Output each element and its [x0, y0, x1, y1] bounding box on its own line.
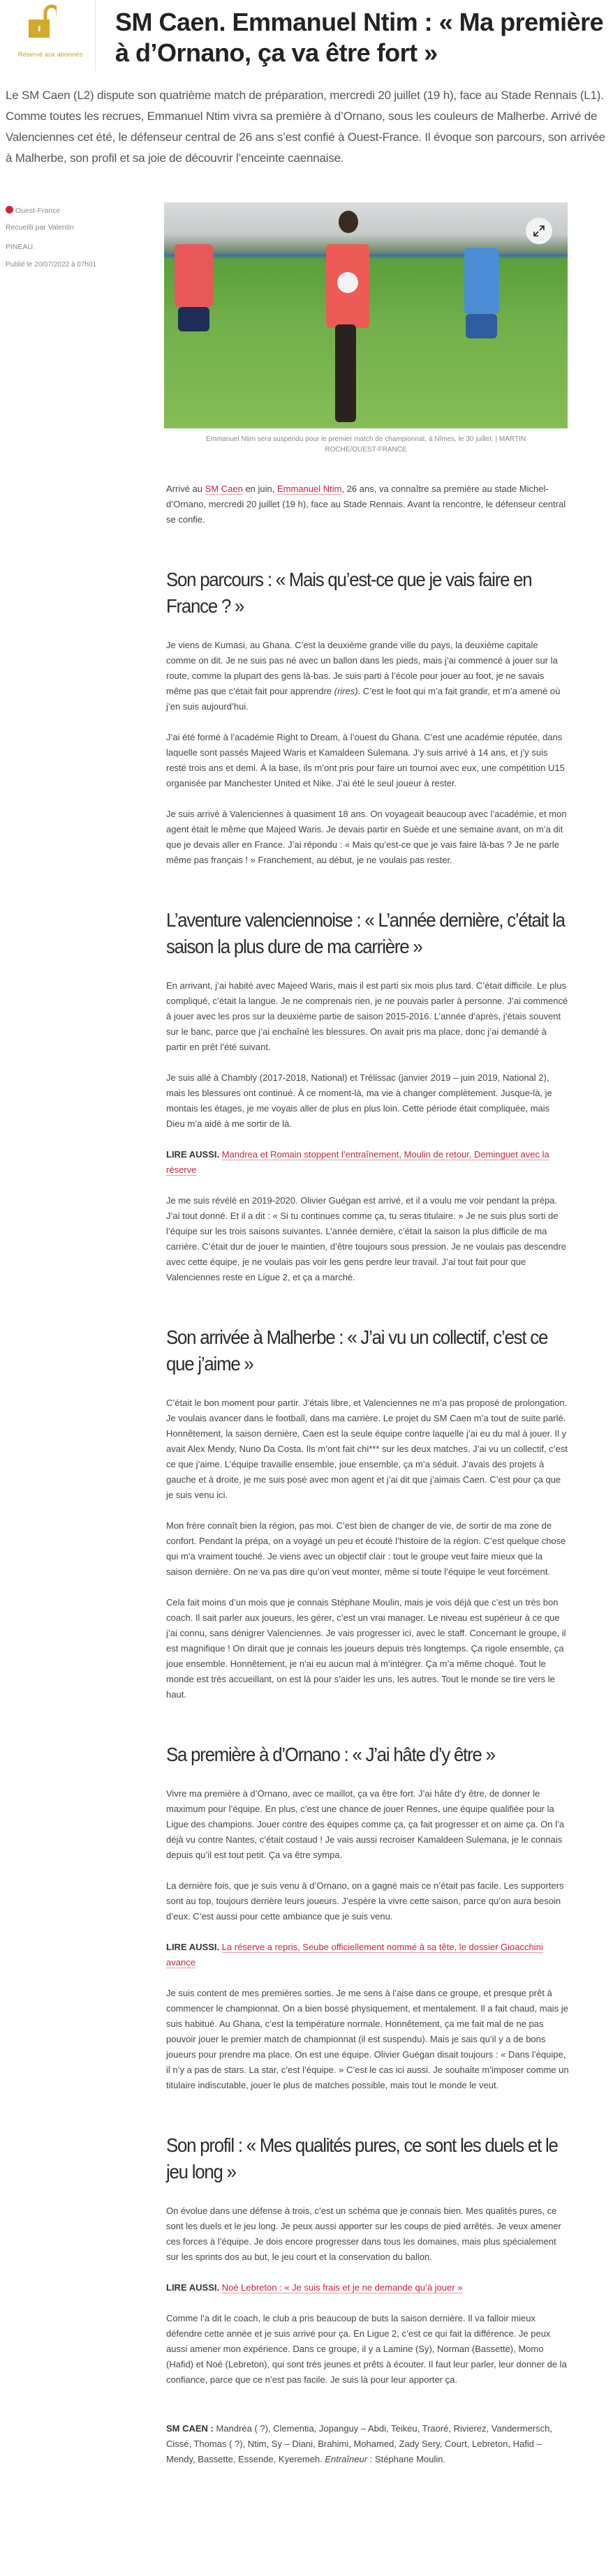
inline-link[interactable]: Emmanuel Ntim [277, 484, 342, 494]
paragraph [166, 1395, 570, 1503]
text-run: Son arrivée à Malherbe : « J’ai vu un collectif, c’est ce que j’aime » [166, 1326, 548, 1375]
text-run: J’ai été formé à l’académie Right to Dream, à l’ouest du Ghana. C’est une académie réputée, dans laquelle sont passés Majeed Waris et Kamaldeen Sulemana. J’y suis arrivé à 14 ans, et j’y suis resté trois ans et demi. À la base, ils m’ont pris pour faire un tournoi avec eux, une compétition U15 organisée par Manchester United et Nike. J’ai été le seul joueur à rester. [166, 732, 565, 788]
section-heading [166, 1742, 567, 1768]
text-run: C’était le bon moment pour partir. J’étais libre, et Valenciennes ne m’a pas proposé de prolongation. Je voulais avancer dans le football, dans ma carrière. Le projet du SM Caen m’a tout de suite parlé. Honnêtement, la saison dernière, Caen est la seule équipe contre laquelle j’ai eu du mal à jouer. Il y avait Alex Mendy, Nuno Da Costa. Ils m’ont fait chi*** sur les deux matches. J’ai vu un collectif, c’est ce que j’aime. L’équipe travaille ensemble, joue ensemble, ça m’a séduit. J’avais des projets à gauche et à droite, je me suis posé avec mon agent et j’ai dit que j’aimais Caen. C’est pour ça que je suis venu ici. [166, 1398, 568, 1500]
text-run: Je suis allé à Chambly (2017-2018, National) et Trélissac (janvier 2019 – juin 2019, National 2), mais les blessures ont continué. À ce moment-là, ma vie à changer complètement. Jusque-là, je montais les étages, je me voyais aller de plus en plus loin. Cette période était compliquée, mais Dieu m’a aidé à me sortir de là. [166, 1072, 552, 1129]
article-intro: Le SM Caen (L2) dispute son quatrième match de préparation, mercredi 20 juillet (19 h), face au Stade Rennais (L1). Comme toutes les recrues, Emmanuel Ntim vivra sa première à d’Ornano, sous les couleurs de Malherbe. Arrivé de Valenciennes cet été, le défenseur central de 26 ans s’est confié à Ouest-France. Il évoque son parcours, son arrivée à Malherbe, son profil et sa joie de découvrir l’enceinte caennaise. [6, 89, 605, 165]
article-body [166, 481, 570, 2483]
paragraph [166, 807, 570, 868]
text-run: Je me suis révélé en 2019-2020. Olivier Guégan est arrivé, et il a voulu me voir pendant la prépa. J’ai tout donné. Et il a dit : « Si tu continues comme ça, tu seras titulaire. » Je ne suis plus sorti de l’équipe sur les trois saisons suivantes. L’année dernière, c’était la saison la plus difficile de ma carrière. C’était dur de jouer le maintien, d’être toujours sous pression. Je ne voulais pas descendre avec cette équipe, je ne voulais pas voir les gens perdre leur travail. J’ai tout fait pour que Valenciennes reste en Ligue 2, et ça a marché. [166, 1195, 567, 1282]
source-name: Ouest-France [15, 207, 61, 215]
photo-player-right [464, 248, 499, 314]
expand-arrows-icon [532, 224, 546, 238]
text-run: Je viens de Kumasi, au Ghana. C’est la deuxième grande ville du pays, la deuxième capitale comme on dit. Je ne suis pas né avec un ballon dans les pieds, mais j’ai commencé à jouer sur la route, comme la plupart des gens là-bas. Je suis parti à l’école pour jouer au foot, je ne savais même pas que c’était fait pour apprendre [166, 640, 558, 696]
text-run: Cela fait moins d’un mois que je connais Stéphane Moulin, mais je vois déjà que c’est un très bon coach. Il sait parler aux joueurs, les gérer, c’est un vrai manager. Le niveau est supérieur à ce que j’ai connu, sans dénigrer Valenciennes. Je vais progresser ici, avec le staff. Concernant le groupe, il est magnifique ! On dirait que je connais les joueurs depuis très longtemps. Ça rigole ensemble, ça joue ensemble. Honnêtement, je n’ai eu aucun mal à m’intégrer. Ça m’a même choqué. Tout le monde est très accueillant, on est là pour s’aider les uns, les autres. Tout le monde se tire vers le haut. [166, 1597, 566, 1700]
read-also-label: LIRE AUSSI. [166, 1942, 222, 1952]
paragraph [166, 1518, 570, 1580]
text-run: en juin, [242, 484, 277, 494]
photo-caption: Emmanuel Ntim sera suspendu pour le premier match de championnat, à Nîmes, le 30 juillet. | MARTIN ROCHE/OUEST-FRANCE [205, 435, 526, 454]
text-run: Vivre ma première à d’Ornano, avec ce maillot, ça va être fort. J’ai hâte d’y être, de donner le maximum pour l’équipe. En plus, c’est une chance de jouer Rennes, une équipe qualifiée pour la Ligue des champions. Jouer contre des équipes comme ça, ça fait progresser et on aime ça. On l’a déjà vu contre Nantes, c’était costaud ! Je vais aussi recroiser Kamaldeen Sulemana, je le connais depuis qu’il est tout petit. Ça va être sympa. [166, 1788, 565, 1860]
photo-player-left [175, 244, 213, 307]
section-heading [166, 2132, 567, 2185]
text-run: Arrivé au [166, 484, 205, 494]
photo-player-left-shorts [178, 307, 209, 331]
read-also-label: LIRE AUSSI. [166, 2282, 222, 2293]
paragraph [166, 1786, 570, 1863]
paragraph [166, 730, 570, 791]
paragraph [166, 481, 570, 527]
emphasis-text: (rires) [334, 686, 358, 696]
article-figure [164, 202, 568, 455]
subscriber-badge-label: Réservé aux abonnés [17, 51, 83, 59]
read-also [166, 1147, 570, 1178]
text-run: Son parcours : « Mais qu’est-ce que je vais faire en France ? » [166, 569, 532, 617]
paragraph [166, 2311, 570, 2388]
read-also-label: LIRE AUSSI. [166, 1149, 222, 1160]
read-also-link[interactable]: Mandrea et Romain stoppent l’entraînement, Moulin de retour, Deminguet avec la réserve [166, 1149, 549, 1175]
source[interactable] [6, 204, 82, 218]
section-heading [166, 567, 567, 620]
text-run: , 26 ans, va connaître sa première au stade Michel-d’Ornano, mercredi 20 juillet (19 h), face au Stade Rennais. Avant la rencontre, le défenseur central se confie. [166, 484, 566, 525]
text-run: Mon frère connaît bien la région, pas moi. C’est bien de changer de vie, de sortir de ma zone de confort. Pendant la prépa, on a voyagé un peu et écouté l’histoire de la région. C’est quelque chose qui m’a vraiment touché. Je viens avec un objectif clair : tout le groupe veut faire mieux que la saison dernière. On ne va pas dire qu’on veut monter, même si toute l’équipe le veut forcément. [166, 1520, 566, 1577]
team-lineup [166, 2421, 570, 2467]
read-also-link[interactable]: Noé Lebreton : « Je suis frais et je ne demande qu’à jouer » [221, 2282, 463, 2293]
text-run: En arrivant, j’ai habité avec Majeed Waris, mais il est parti six mois plus tard. C’était difficile. Le plus compliqué, c’était la langue. Je ne comprenais rien, je ne pouvais parler à personne. J’ai commencé à jouer avec les pros sur la deuxième partie de saison 2015-2016. L’année d’après, j’étais souvent sur le banc, parce que j’ai enchaîné les blessures. On avait pris ma place, donc j’ai demandé à partir en prêt l’été suivant. [166, 980, 568, 1052]
article-meta [6, 204, 97, 272]
paragraph [166, 1193, 570, 1285]
author: Recueilli par Valentin PINEAU. [6, 223, 74, 251]
bold-label: SM CAEN : [166, 2423, 216, 2434]
publish-date: Publié le 20/07/2022 à 07h01 [6, 261, 97, 269]
emphasis-text: Entraîneur [325, 2454, 368, 2464]
read-also-link[interactable]: La réserve a repris, Seube officiellement nommé à sa tête, le dossier Gioacchini avance [166, 1942, 543, 1968]
page-title: SM Caen. Emmanuel Ntim : « Ma première à d’Ornano, ça va être fort » [115, 8, 604, 67]
paragraph [166, 1986, 570, 2093]
read-also [166, 1940, 570, 1970]
paragraph [166, 638, 570, 714]
text-run: Sa première à d’Ornano : « J’ai hâte d’y être » [166, 1744, 495, 1765]
paragraph [166, 1878, 570, 1924]
text-run: Je suis arrivé à Valenciennes à quasiment 18 ans. On voyageait beaucoup avec l’académie, et mon agent était le même que Majeed Waris. Je devais partir en Suède et une semaine avant, on m’a dit que je devais aller en France. J’ai répondu : « Mais qu’est-ce que je vais faire là-bas ? Je ne parle même pas français ! » Franchement, au début, je ne voulais pas rester. [166, 809, 567, 865]
text-run: : Stéphane Moulin. [367, 2454, 446, 2464]
inline-link[interactable]: SM Caen [205, 484, 243, 494]
paragraph [166, 978, 570, 1055]
photo-player-head [339, 211, 358, 233]
expand-image-button[interactable] [526, 218, 552, 244]
text-run: Comme l’a dit le coach, le club a pris beaucoup de buts la saison dernière. Il va falloir mieux défendre cette année et je suis arrivé pour ça. En Ligue 2, c’est ce qui fait la différence. Je peux aussi amener mon expérience. Dans ce groupe, il y a Lamine (Sy), Norman (Bassette), Momo (Hafid) et Noé (Lebreton), qui sont très jeunes et prêts à écouter. Il faut leur parler, leur donner de la confiance, parce que ce n’est pas facile. Je suis là pour leur apporter ça. [166, 2313, 567, 2385]
text-run: Je suis content de mes premières sorties. Je me sens à l’aise dans ce groupe, et presque prêt à commencer le championnat. On a bien bossé physiquement, et mentalement. Il a fait chaud, mais je suis habitué. Au Ghana, c’est la température normale. Honnêtement, ça me fait mal de ne pas pouvoir jouer le premier match de championnat (il est suspendu). Mais je sais qu’il y a de bons joueurs pour prendre ma place. On est une équipe. Olivier Guégan disait toujours : « Dans l’équipe, il n’y a pas de stars. La star, c’est l’équipe. » C’est le cas ici aussi. Je souhaite m’imposer comme un titulaire indiscutable, jouer le plus de matches possible, mais tout le monde le veut. [166, 1988, 569, 2090]
section-heading [166, 907, 567, 960]
read-also [166, 2280, 570, 2296]
paragraph [166, 2203, 570, 2265]
paragraph [166, 1070, 570, 1132]
ouest-france-logo-icon [6, 206, 13, 214]
subscriber-badge [6, 0, 96, 71]
photo-player-legs [335, 324, 356, 422]
photo-ball [337, 272, 358, 293]
text-run: Mandréa ( ?), Clementia, Jopanguy – Abdi, Teikeu, Traoré, Rivierez, Vandermersch, Cissé, Thomas ( ?), Ntim, Sy – Diani, Brahimi, Mohamed, Zady Sery, Court, Lebreton, Hafid – Mendy, Bassette, Essende, Kyeremeh. [166, 2423, 552, 2464]
text-run: On évolue dans une défense à trois, c’est un schéma que je connais bien. Mes qualités pures, ce sont les duels et le jeu long. Je peux aussi apporter sur les coups de pied arrêtés. Je veux amener ces forces à l’équipe. Je dois encore progresser dans tous les domaines, mais plus spécialement sur les sprints dos au but, le jeu court et la conservation du ballon. [166, 2206, 561, 2262]
text-run: . C’est le foot qui m’a fait grandir, et m’a amené où j’en suis aujourd’hui. [166, 686, 561, 712]
photo-player-right-shorts [466, 314, 497, 338]
paragraph [166, 1595, 570, 1702]
article-header [0, 0, 613, 77]
text-run: Son profil : « Mes qualités pures, ce sont les duels et le jeu long » [166, 2134, 558, 2182]
section-heading [166, 1324, 567, 1377]
text-run: La dernière fois, que je suis venu à d’Ornano, on a gagné mais ce n’était pas facile. Les supporters sont au top, toujours derrière leurs joueurs. J’espère la vivre cette saison, parce qu’on aura besoin d’eux. C’est aussi pour cette ambiance que je suis venu. [166, 1880, 564, 1922]
unlocked-padlock-icon [29, 4, 57, 38]
text-run: L’aventure valenciennoise : « L’année dernière, c’était la saison la plus dure de ma carrière » [166, 909, 565, 957]
article-photo[interactable] [164, 202, 568, 428]
